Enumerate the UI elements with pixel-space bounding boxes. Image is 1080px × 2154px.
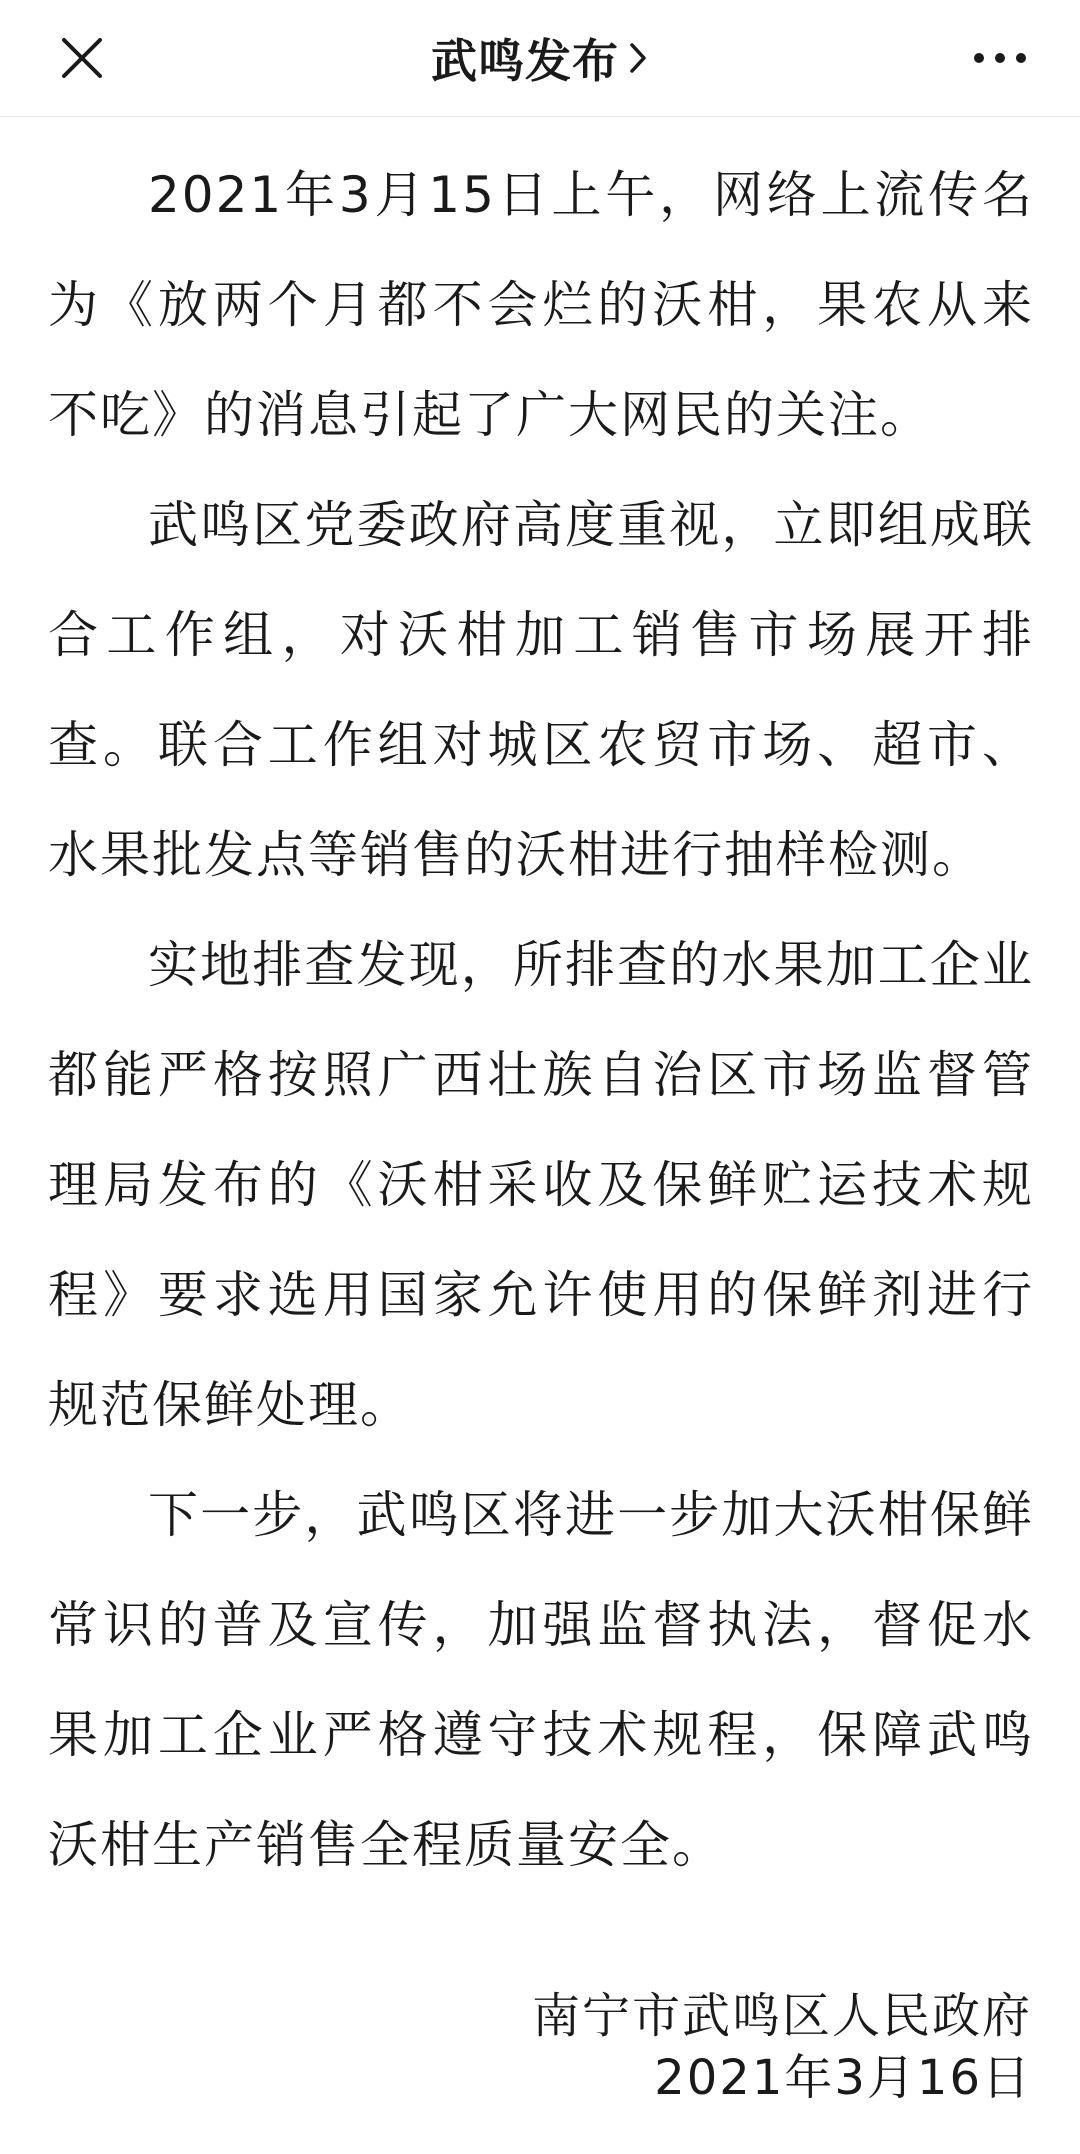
article-paragraph: 2021年3月15日上午，网络上流传名为《放两个月都不会烂的沃柑，果农从来不吃》的消息引起了广大网民的关注。: [48, 166, 1034, 444]
close-icon: [60, 36, 104, 80]
chevron-right-icon: [627, 40, 649, 76]
more-icon: [973, 52, 1027, 64]
article-paragraph: 武鸣区党委政府高度重视，立即组成联合工作组，对沃柑加工销售市场展开排查。联合工作组对城区农贸市场、超市、水果批发点等销售的沃柑进行抽样检测。: [48, 496, 1034, 884]
article-paragraph: 下一步，武鸣区将进一步加大沃柑保鲜常识的普及宣传，加强监督执法，督促水果加工企业严格遵守技术规程，保障武鸣沃柑生产销售全程质量安全。: [48, 1486, 1034, 1874]
signature-date: 2021年3月16日: [654, 2050, 1032, 2106]
article-paragraph: 实地排查发现，所排查的水果加工企业都能严格按照广西壮族自治区市场监督管理局发布的《沃柑采收及保鲜贮运技术规程》要求选用国家允许使用的保鲜剂进行规范保鲜处理。: [48, 936, 1034, 1434]
signature: [532, 1985, 1032, 2109]
article-body: [48, 140, 1034, 1900]
close-button[interactable]: [50, 26, 114, 90]
account-title-button[interactable]: [431, 25, 649, 91]
more-button[interactable]: [962, 26, 1038, 90]
page-title: 武鸣发布: [431, 34, 619, 88]
signature-org: 南宁市武鸣区人民政府: [531, 1988, 1032, 2044]
nav-bar: [0, 0, 1080, 117]
